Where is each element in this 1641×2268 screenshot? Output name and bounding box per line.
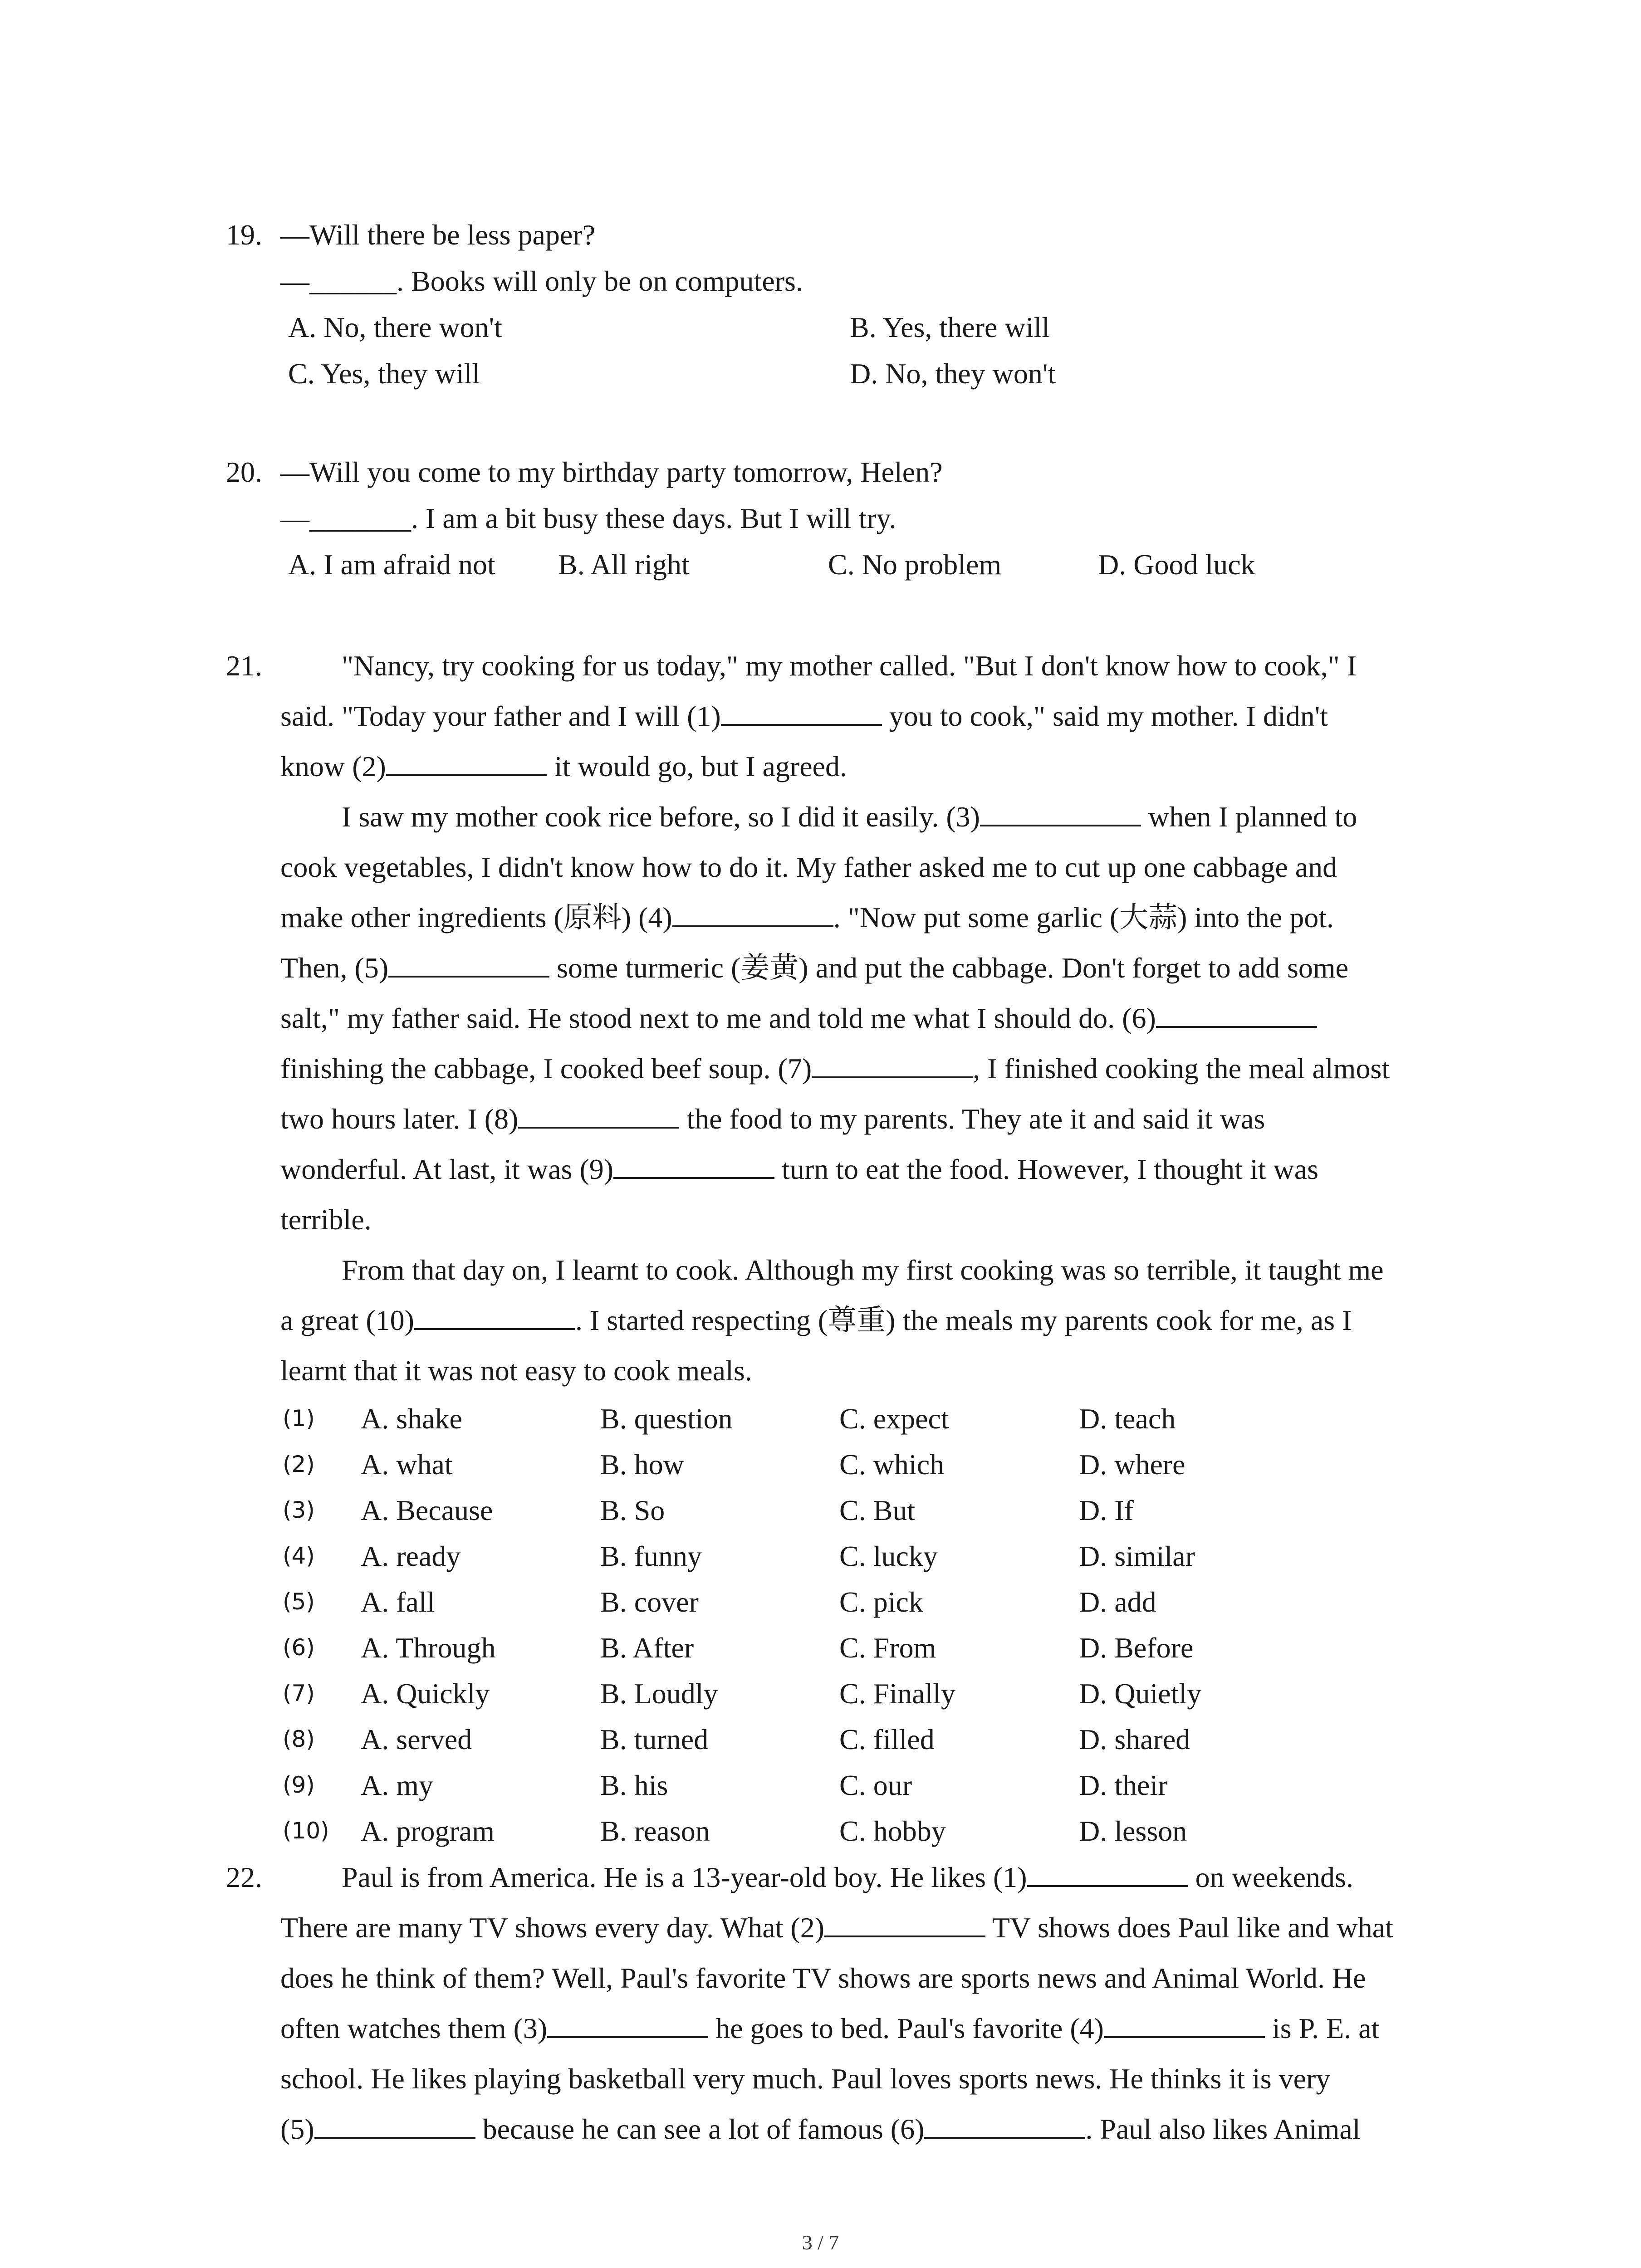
option-b: B. turned: [600, 1723, 709, 1755]
passage-22: [226, 1852, 1451, 2154]
text-segment: it would go, but I agreed.: [547, 750, 847, 782]
passage-line: [226, 640, 1451, 691]
answer-blank[interactable]: [386, 751, 547, 776]
question-prompt: —Will you come to my birthday party tomorrow, Helen?: [280, 456, 943, 488]
option-d: D. add: [1079, 1586, 1156, 1618]
option-row: [226, 1625, 1451, 1671]
question-20: [226, 449, 1451, 588]
option-c: C. our: [839, 1769, 912, 1801]
answer-blank[interactable]: [1156, 1002, 1317, 1028]
option-d: D. teach: [1079, 1403, 1176, 1435]
option-a: A. ready: [361, 1540, 461, 1572]
option-a: A. Through: [361, 1632, 496, 1664]
passage-text: [342, 792, 1357, 842]
text-segment: the food to my parents. They ate it and said it was: [679, 1103, 1265, 1135]
option-row: [226, 1716, 1451, 1762]
option-b: B. All right: [558, 548, 690, 581]
question-19: [226, 212, 1451, 397]
option-a: A. Because: [361, 1494, 493, 1526]
passage-line: [226, 2003, 1451, 2053]
option-a: A. fall: [361, 1586, 435, 1618]
option-number: (6): [283, 1634, 315, 1661]
text-segment: school. He likes playing basketball very much. Paul loves sports news. He thinks it is very: [280, 2063, 1331, 2095]
option-a: A. No, there won't: [288, 311, 502, 343]
option-d: D. Good luck: [1098, 548, 1255, 581]
option-a: A. I am afraid not: [288, 548, 495, 581]
passage-line: [226, 892, 1451, 943]
option-d: D. Quietly: [1079, 1677, 1202, 1710]
question-number: 19.: [226, 219, 262, 251]
passage-text: [280, 741, 847, 792]
passage-line: [226, 691, 1451, 741]
text-segment: finishing the cabbage, I cooked beef soup. (7): [280, 1052, 812, 1085]
text-segment: cook vegetables, I didn't know how to do it. My father asked me to cut up one cabbage and: [280, 851, 1337, 883]
option-a: A. Quickly: [361, 1677, 490, 1710]
option-number: (3): [283, 1497, 315, 1523]
text-segment: , I finished cooking the meal almost: [973, 1052, 1390, 1085]
answer-blank[interactable]: [314, 2113, 475, 2139]
option-d: D. Before: [1079, 1632, 1194, 1664]
answer-blank[interactable]: [388, 952, 549, 978]
passage-line: [226, 1194, 1451, 1245]
text-segment: is P. E. at: [1264, 2012, 1380, 2044]
answer-blank[interactable]: [547, 2013, 708, 2038]
option-b: B. question: [600, 1403, 733, 1435]
text-segment: turn to eat the food. However, I thought it was: [774, 1153, 1319, 1185]
option-d: D. If: [1079, 1494, 1134, 1526]
text-segment: "Nancy, try cooking for us today," my mother called. "But I don't know how to cook," I: [342, 650, 1357, 682]
passage-text: [280, 993, 1317, 1043]
passage-text: [280, 1295, 1352, 1345]
text-segment: . "Now put some garlic (大蒜) into the pot.: [833, 901, 1334, 934]
option-row: [226, 1762, 1451, 1808]
option-b: B. how: [600, 1448, 684, 1481]
passage-line: [226, 1902, 1451, 1953]
passage-line: [226, 943, 1451, 993]
question-22: [226, 1852, 1451, 2154]
answer-blank[interactable]: [518, 1103, 679, 1129]
option-row: [226, 1808, 1451, 1854]
option-number: (9): [283, 1772, 315, 1798]
option-row: [226, 1579, 1451, 1625]
option-b: B. So: [600, 1494, 665, 1526]
text-segment: TV shows does Paul like and what: [985, 1911, 1393, 1944]
passage-text: [280, 2053, 1330, 2104]
option-d: D. shared: [1079, 1723, 1190, 1755]
option-d: D. their: [1079, 1769, 1168, 1801]
option-c: C. hobby: [839, 1815, 946, 1847]
passage-text: [280, 1953, 1366, 2003]
text-segment: on weekends.: [1188, 1861, 1353, 1893]
passage-line: [226, 1345, 1451, 1396]
text-segment: a great (10): [280, 1304, 414, 1336]
passage-text: [280, 1094, 1265, 1144]
passage-text: [280, 1194, 372, 1245]
option-number: (8): [283, 1726, 315, 1752]
passage-text: [280, 943, 1348, 993]
text-segment: some turmeric (姜黄) and put the cabbage. Don't forget to add some: [549, 952, 1349, 984]
text-segment: you to cook," said my mother. I didn't: [882, 700, 1328, 732]
question-reply: —______. Books will only be on computers.: [280, 265, 803, 297]
answer-blank[interactable]: [1027, 1862, 1188, 1887]
passage-line: [226, 741, 1451, 792]
answer-blank[interactable]: [924, 2113, 1085, 2139]
text-segment: two hours later. I (8): [280, 1103, 519, 1135]
text-segment: know (2): [280, 750, 386, 782]
question-number: 21.: [226, 650, 262, 682]
option-number: (10): [283, 1818, 329, 1844]
option-a: A. shake: [361, 1403, 462, 1435]
option-number: (4): [283, 1543, 315, 1569]
option-a: A. program: [361, 1815, 495, 1847]
passage-text: [280, 1902, 1393, 1953]
passage-line: [226, 1144, 1451, 1194]
option-b: B. Loudly: [600, 1677, 718, 1710]
option-d: D. lesson: [1079, 1815, 1187, 1847]
passage-line: [226, 1953, 1451, 2003]
passage-text: [280, 1043, 1390, 1094]
passage-text: [280, 691, 1328, 741]
passage-text: [342, 640, 1357, 691]
option-number: (7): [283, 1680, 315, 1706]
question-prompt: —Will there be less paper?: [280, 219, 596, 251]
option-c: C. Yes, they will: [288, 357, 480, 390]
option-d: D. similar: [1079, 1540, 1195, 1572]
answer-blank[interactable]: [613, 1154, 774, 1179]
option-b: B. Yes, there will: [850, 311, 1050, 343]
passage-line: [226, 1094, 1451, 1144]
question-reply: —_______. I am a bit busy these days. But I will try.: [280, 502, 896, 534]
text-segment: salt," my father said. He stood next to me and told me what I should do. (6): [280, 1002, 1156, 1034]
text-segment: learnt that it was not easy to cook meals.: [280, 1354, 752, 1387]
option-b: B. his: [600, 1769, 668, 1801]
option-b: B. After: [600, 1632, 694, 1664]
text-segment: From that day on, I learnt to cook. Although my first cooking was so terrible, it taught me: [342, 1254, 1384, 1286]
option-number: (1): [283, 1405, 315, 1432]
passage-line: [226, 2104, 1451, 2154]
option-c: C. From: [839, 1632, 936, 1664]
option-b: B. cover: [600, 1586, 699, 1618]
option-c: C. Finally: [839, 1677, 956, 1710]
option-b: B. reason: [600, 1815, 710, 1847]
option-a: A. what: [361, 1448, 453, 1481]
text-segment: terrible.: [280, 1203, 372, 1236]
passage-21: [226, 640, 1451, 1396]
question-21: [226, 640, 1451, 1854]
text-segment: wonderful. At last, it was (9): [280, 1153, 614, 1185]
option-c: C. filled: [839, 1723, 935, 1755]
text-segment: I saw my mother cook rice before, so I did it easily. (3): [342, 801, 980, 833]
option-c: C. expect: [839, 1403, 949, 1435]
option-row: [226, 1442, 1451, 1487]
option-b: B. funny: [600, 1540, 702, 1572]
option-row: [226, 1487, 1451, 1533]
question-number: 22.: [226, 1861, 262, 1893]
passage-text: [280, 892, 1334, 943]
option-c: C. which: [839, 1448, 945, 1481]
option-d: D. No, they won't: [850, 357, 1056, 390]
text-segment: make other ingredients (原料) (4): [280, 901, 672, 934]
option-row: [226, 1396, 1451, 1442]
option-row: [226, 1533, 1451, 1579]
passage-line: [226, 792, 1451, 842]
answer-blank[interactable]: [1104, 2013, 1265, 2038]
passage-line: [226, 1245, 1451, 1295]
passage-text: [280, 2003, 1379, 2053]
passage-line: [226, 1852, 1451, 1902]
answer-blank[interactable]: [721, 700, 882, 726]
option-c: C. No problem: [828, 548, 1002, 581]
text-segment: . Paul also likes Animal: [1085, 2113, 1361, 2145]
option-number: (2): [283, 1451, 315, 1477]
option-d: D. where: [1079, 1448, 1185, 1481]
option-c: C. pick: [839, 1586, 923, 1618]
passage-line: [226, 2053, 1451, 2104]
text-segment: Then, (5): [280, 952, 389, 984]
passage-text: [280, 842, 1337, 892]
text-segment: . I started respecting (尊重) the meals my parents cook for me, as I: [575, 1304, 1352, 1336]
text-segment: (5): [280, 2113, 314, 2145]
passage-line: [226, 1295, 1451, 1345]
option-number: (5): [283, 1589, 315, 1615]
passage-text: [342, 1245, 1384, 1295]
question-number: 20.: [226, 456, 262, 488]
answer-blank[interactable]: [812, 1053, 973, 1078]
passage-text: [280, 1345, 752, 1396]
answer-blank[interactable]: [980, 801, 1141, 826]
page-number: 3 / 7: [802, 2231, 839, 2254]
option-a: A. served: [361, 1723, 472, 1755]
answer-blank[interactable]: [824, 1912, 985, 1937]
text-segment: when I planned to: [1141, 801, 1357, 833]
text-segment: There are many TV shows every day. What (2): [280, 1911, 824, 1944]
option-row: [226, 1671, 1451, 1716]
passage-text: [280, 1144, 1318, 1194]
text-segment: does he think of them? Well, Paul's favorite TV shows are sports news and Animal World. He: [280, 1962, 1366, 1994]
text-segment: often watches them (3): [280, 2012, 548, 2044]
passage-line: [226, 993, 1451, 1043]
options-21: [226, 1396, 1451, 1854]
passage-text: [342, 1852, 1353, 1902]
text-segment: because he can see a lot of famous (6): [475, 2113, 925, 2145]
answer-blank[interactable]: [414, 1305, 575, 1330]
text-segment: said. "Today your father and I will (1): [280, 700, 721, 732]
option-c: C. But: [839, 1494, 916, 1526]
passage-line: [226, 1043, 1451, 1094]
option-a: A. my: [361, 1769, 433, 1801]
answer-blank[interactable]: [672, 902, 833, 927]
text-segment: he goes to bed. Paul's favorite (4): [708, 2012, 1104, 2044]
passage-line: [226, 842, 1451, 892]
option-c: C. lucky: [839, 1540, 938, 1572]
passage-text: [280, 2104, 1361, 2154]
text-segment: Paul is from America. He is a 13-year-old boy. He likes (1): [342, 1861, 1027, 1893]
